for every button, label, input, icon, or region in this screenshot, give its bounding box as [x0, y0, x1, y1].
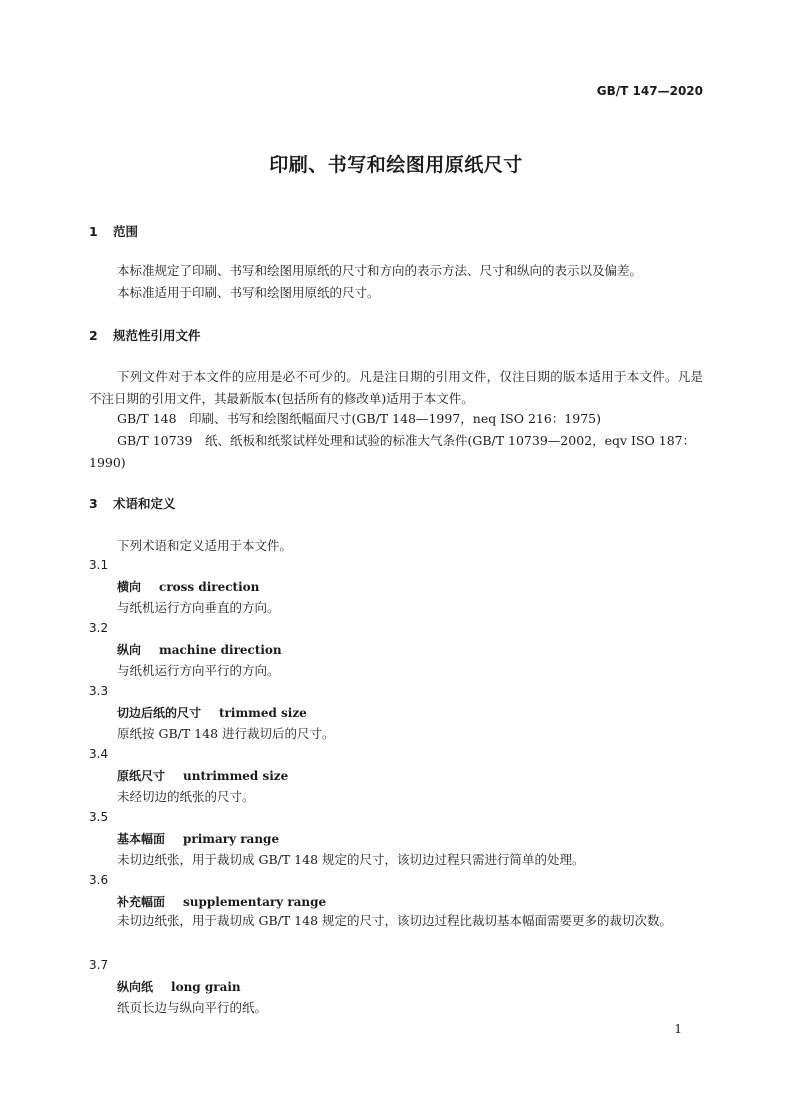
- term-en: untrimmed size: [183, 769, 289, 783]
- page-title: 印刷、书写和绘图用原纸尺寸: [269, 154, 523, 176]
- term-heading: [117, 578, 259, 595]
- term-zh: 补充幅面: [117, 895, 166, 909]
- term-heading: [117, 830, 279, 847]
- term-zh: 切边后纸的尺寸: [117, 706, 202, 720]
- term-number: 3.4: [89, 747, 109, 761]
- term-zh: 基本幅面: [117, 832, 166, 846]
- section-number: 1: [89, 224, 98, 239]
- paragraph: 下列文件对于本文件的应用是必不可少的。凡是注日期的引用文件，仅注日期的版本适用于本文件。凡是不注日期的引用文件，其最新版本(包括所有的修改单)适用于本文件。: [89, 369, 703, 406]
- term-heading: [117, 978, 241, 995]
- term-zh: 横向: [117, 580, 142, 594]
- term-heading: [117, 704, 307, 721]
- section-title: 术语和定义: [113, 496, 176, 511]
- section-title: 规范性引用文件: [113, 328, 201, 343]
- term-definition: 与纸机运行方向垂直的方向。: [117, 600, 280, 615]
- term-zh: 纵向纸: [117, 980, 154, 994]
- document-number: GB/T 147—2020: [596, 84, 703, 98]
- term-heading: [117, 641, 282, 658]
- term-en: long grain: [171, 980, 241, 994]
- term-number: 3.3: [89, 684, 109, 698]
- section-number: 3: [89, 496, 98, 511]
- term-heading: [117, 767, 288, 784]
- term-en: cross direction: [159, 580, 260, 594]
- term-definition: 与纸机运行方向平行的方向。: [117, 663, 280, 678]
- term-definition: 未切边纸张，用于裁切成 GB/T 148 规定的尺寸，该切边过程只需进行简单的处理。: [117, 852, 585, 867]
- term-en: supplementary range: [183, 895, 327, 909]
- term-number: 3.7: [89, 958, 109, 972]
- term-definition: 未切边纸张，用于裁切成 GB/T 148 规定的尺寸，该切边过程比裁切基本幅面需要更多的裁切次数。: [117, 913, 673, 928]
- page-number: 1: [674, 1022, 682, 1036]
- paragraph: 本标准规定了印刷、书写和绘图用原纸的尺寸和方向的表示方法、尺寸和纵向的表示以及偏差。: [117, 263, 643, 278]
- term-zh: 纵向: [117, 643, 142, 657]
- term-number: 3.5: [89, 810, 109, 824]
- term-definition: 未经切边的纸张的尺寸。: [117, 789, 255, 804]
- term-en: machine direction: [159, 643, 282, 657]
- paragraph: 下列术语和定义适用于本文件。: [117, 538, 293, 553]
- term-definition: 纸页长边与纵向平行的纸。: [117, 1000, 268, 1015]
- normative-reference: GB/T 10739 纸、纸板和纸浆试样处理和试验的标准大气条件(GB/T 10739—2002，eqv ISO 187：1990): [89, 433, 696, 470]
- term-heading: [117, 893, 326, 910]
- term-number: 3.6: [89, 873, 109, 887]
- term-zh: 原纸尺寸: [117, 769, 166, 783]
- term-definition: 原纸按 GB/T 148 进行裁切后的尺寸。: [117, 726, 335, 741]
- term-number: 3.1: [89, 558, 109, 572]
- section-heading-3: [89, 494, 176, 512]
- section-title: 范围: [113, 224, 139, 239]
- paragraph: 本标准适用于印刷、书写和绘图用原纸的尺寸。: [117, 285, 380, 300]
- section-heading-2: [89, 326, 201, 344]
- term-number: 3.2: [89, 621, 109, 635]
- section-number: 2: [89, 328, 98, 343]
- normative-reference: GB/T 148 印刷、书写和绘图纸幅面尺寸(GB/T 148—1997，neq ISO 216：1975): [117, 411, 601, 426]
- term-en: primary range: [183, 832, 280, 846]
- section-heading-1: [89, 222, 138, 240]
- term-en: trimmed size: [219, 706, 307, 720]
